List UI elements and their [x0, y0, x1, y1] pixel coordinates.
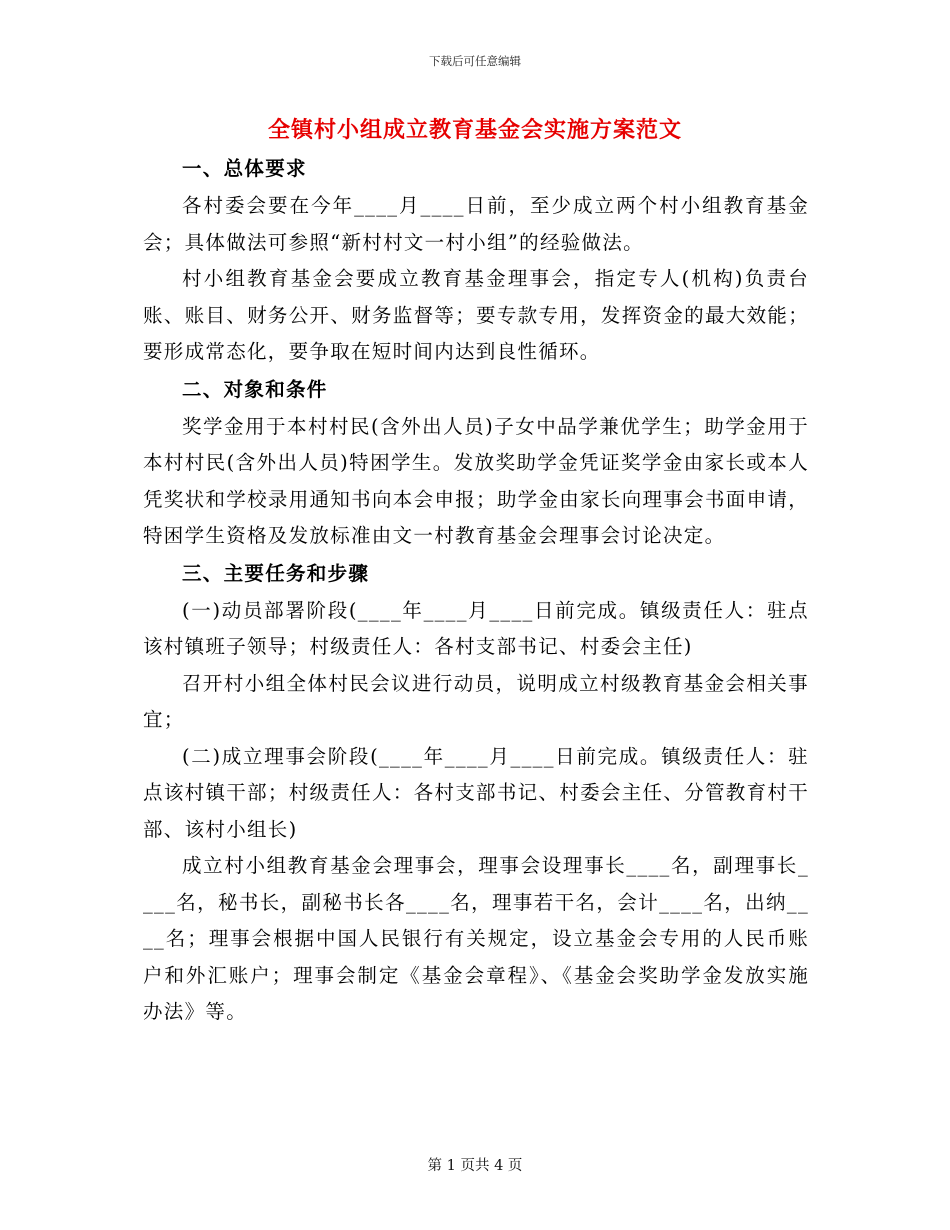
paragraph: (二)成立理事会阶段(____年____月____日前完成。镇级责任人：驻点该村镇干部；村级责任人：各村支部书记、村委会主任、分管教育村干部、该村小组长)	[143, 744, 809, 841]
document-title: 全镇村小组成立教育基金会实施方案范文	[267, 117, 682, 143]
paragraph: 各村委会要在今年____月____日前，至少成立两个村小组教育基金会；具体做法可参照“新村村文一村小组”的经验做法。	[143, 194, 809, 254]
paragraph: 奖学金用于本村村民(含外出人员)子女中品学兼优学生；助学金用于本村村民(含外出人员)特困学生。发放奖助学金凭证奖学金由家长或本人凭奖状和学校录用通知书向本会申报；助学金由家长向理事会书面申请，特困学生资格及发放标准由文一村教育基金会理事会讨论决定。	[143, 414, 809, 547]
section-heading: 三、主要任务和步骤	[182, 561, 370, 585]
document-body	[143, 150, 809, 1031]
page-number-footer: 第 1 页共 4 页	[427, 1158, 523, 1174]
section-heading: 一、总体要求	[182, 157, 307, 180]
paragraph: (一)动员部署阶段(____年____月____日前完成。镇级责任人：驻点该村镇班子领导；村级责任人：各村支部书记、村委会主任)	[143, 598, 809, 658]
page-header: 下载后可任意编辑	[429, 54, 521, 68]
paragraph: 村小组教育基金会要成立教育基金理事会，指定专人(机构)负责台账、账目、财务公开、财务监督等；要专款专用，发挥资金的最大效能；要形成常态化，要争取在短时间内达到良性循环。	[143, 267, 809, 363]
paragraph: 成立村小组教育基金会理事会，理事会设理事长____名，副理事长____名，秘书长，副秘书长各____名，理事若干名，会计____名，出纳____名；理事会根据中国人民银行有关规定，设立基金会专用的人民币账户和外汇账户；理事会制定《基金会章程》、《基金会奖助学金发放实施办法》等。	[143, 854, 809, 1023]
paragraph: 召开村小组全体村民会议进行动员，说明成立村级教育基金会相关事宜；	[143, 671, 809, 731]
section-heading: 二、对象和条件	[182, 377, 328, 401]
